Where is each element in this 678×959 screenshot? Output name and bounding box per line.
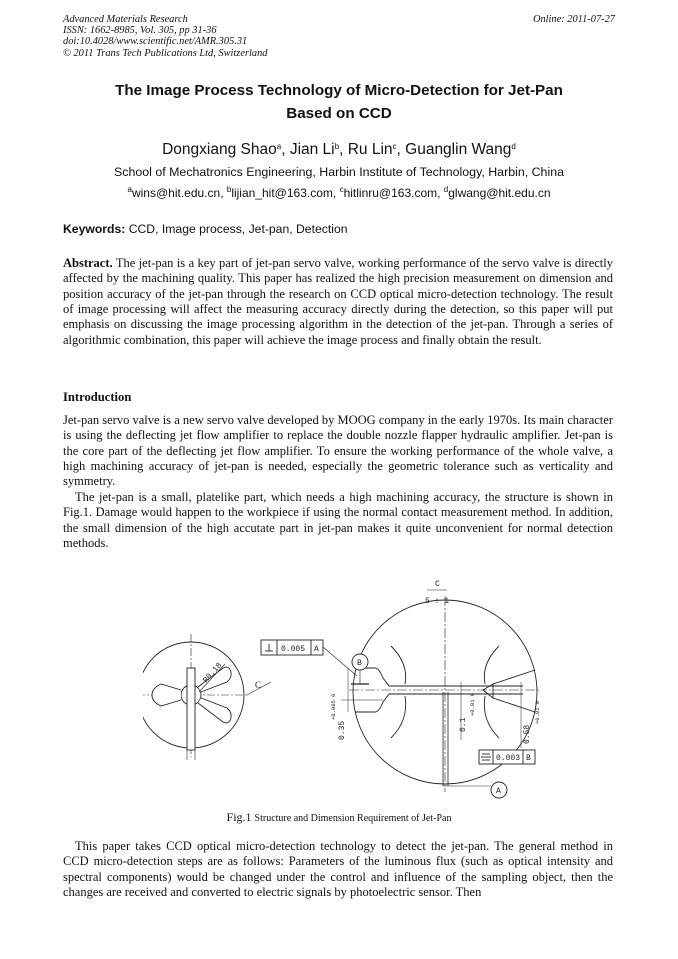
online-date: Online: 2011-07-27 — [532, 14, 615, 25]
section-c-label: C — [255, 680, 262, 690]
tolerance-value-1: 0.005 — [281, 645, 306, 654]
right-view — [261, 580, 541, 798]
author-name: Guanglin Wang — [405, 141, 512, 158]
tolerance-datum-b: B — [526, 754, 531, 763]
dim3-tolerance: +0.01 0 — [534, 700, 541, 724]
issn-line: ISSN: 1662-8985, Vol. 305, pp 31-36 — [63, 25, 217, 37]
intro-paragraph-1: Jet-pan servo valve is a new servo valve developed by MOOG company in the early 1970s. Its main character is using the deflecting jet flow amplifier to replace the double nozzle flapper hydraulic amplifier. Jet-pan is the core part of the deflecting jet flow amplifier. To ensure the working performance of the whole valve, a high machining accuracy of jet-pan is needed, especially the geometric tolerance such as verticality and symmetry. — [63, 413, 613, 489]
email-address: glwang@hit.edu.cn — [448, 186, 551, 200]
author-sup: a — [276, 142, 282, 151]
email-list: $^a$wins@hit.edu.cn, $^b$lijian_hit@163.com, $^c$hitlinru@163.com, $^d$glwang@hit.edu.cn — [127, 185, 551, 200]
detail-c-label: C — [435, 580, 440, 589]
detail-scale: 5 : 1 — [425, 597, 450, 606]
author-name: Jian Li — [289, 141, 335, 158]
journal-header — [63, 14, 267, 59]
affiliation: School of Mechatronics Engineering, Harbin Institute of Technology, Harbin, China — [114, 165, 564, 179]
left-lobe — [152, 684, 181, 706]
radius-label: R0.18 — [201, 661, 225, 686]
email-sup: b — [226, 185, 232, 194]
paper-title-line-1: The Image Process Technology of Micro-Detection for Jet-Pan — [115, 82, 563, 99]
channel-upper-left — [355, 668, 523, 686]
tolerance-datum-a-1: A — [314, 645, 319, 654]
jet-pan-drawing — [143, 572, 543, 808]
journal-name: Advanced Materials Research — [63, 14, 188, 25]
caption-text: Structure and Dimension Requirement of Jet-Pan — [254, 813, 452, 824]
author-name: Dongxiang Shao — [162, 141, 277, 158]
dim1-label: 0.35 — [338, 720, 347, 740]
intro-paragraph-3: This paper takes CCD optical micro-detection technology to detect the jet-pan. The general method in CCD micro-detection steps are as follows: Parameters of the luminous flux (such as optical intensity and spectral components) would be changed under the control and influence of the sampling object, then the changes are received and converted to electric signals by photoelectric sensor. Then — [63, 839, 613, 900]
dim2-label: 0.1 — [459, 717, 468, 732]
upper-left-arm — [391, 646, 406, 684]
email-sup: a — [127, 185, 132, 194]
figure-caption — [63, 810, 615, 825]
tolerance-value-2: 0.003 — [496, 754, 521, 763]
paper-title-line-2: Based on CCD — [286, 105, 392, 122]
keywords — [63, 222, 348, 236]
datum-a-label: A — [496, 787, 501, 796]
abstract — [63, 256, 613, 348]
abstract-text: The jet-pan is a key part of jet-pan servo valve, working performance of the servo valve is directly affected by the machining quality. This paper has realized the high precision measurement on dimension and position accuracy of the jet-pan through the research on CCD optical micro-detection technology. The result of image processing will affect the measuring accuracy directly during the detection, so this paper will put emphasis on discussing the image processing algorithm in the detection of the jet-pan. Through a series of algorithmic combination, this paper will achieve the image process and finally obtain the result. — [63, 256, 613, 347]
keywords-label: Keywords: — [63, 222, 126, 236]
abstract-label: Abstract. — [63, 256, 113, 270]
email-sup: d — [443, 185, 449, 194]
keywords-text: CCD, Image process, Jet-pan, Detection — [128, 222, 348, 236]
right-nozzle — [493, 670, 535, 712]
dim1-tolerance: +0.005 0 — [330, 693, 337, 720]
lower-right-lobe — [198, 698, 231, 723]
lower-right-arm — [484, 696, 499, 738]
center-slot — [187, 668, 195, 750]
author-name: Ru Lin — [347, 141, 393, 158]
intro-paragraph-2: The jet-pan is a small, platelike part, which needs a high machining accuracy, the structure is shown in Fig.1. Damage would happen to the workpiece if using the normal contact measurement method. In addition, the small dimension of the high accutate part in jet-pan makes it quite unconvenient for normal detection methods. — [63, 490, 613, 551]
author-sup: c — [392, 142, 397, 151]
author-list: Dongxiang Shao$^a$, Jian Li$^b$, Ru Lin$^c$, Guanglin Wang$^d$ — [162, 141, 516, 158]
channel-lower-left — [355, 694, 523, 712]
caption-label: Fig.1 — [226, 810, 252, 824]
email-address: lijian_hit@163.com — [231, 186, 333, 200]
email-sup: c — [339, 185, 344, 194]
email-address: hitlinru@163.com — [343, 186, 438, 200]
author-sup: d — [511, 142, 516, 151]
copyright-line: © 2011 Trans Tech Publications Ltd, Switzerland — [63, 47, 268, 59]
section-heading-introduction: Introduction — [63, 390, 132, 404]
email-address: wins@hit.edu.cn — [131, 186, 221, 200]
upper-right-arm — [484, 646, 499, 684]
dim3-label: 0.58 — [523, 724, 532, 744]
dim2-tolerance: +0.01 0 — [469, 692, 476, 716]
author-sup: b — [334, 142, 340, 151]
doi-line: doi:10.4028/www.scientific.net/AMR.305.31 — [63, 36, 248, 48]
lower-left-arm — [391, 696, 406, 738]
datum-b-label: B — [357, 659, 362, 668]
left-view — [143, 634, 271, 760]
